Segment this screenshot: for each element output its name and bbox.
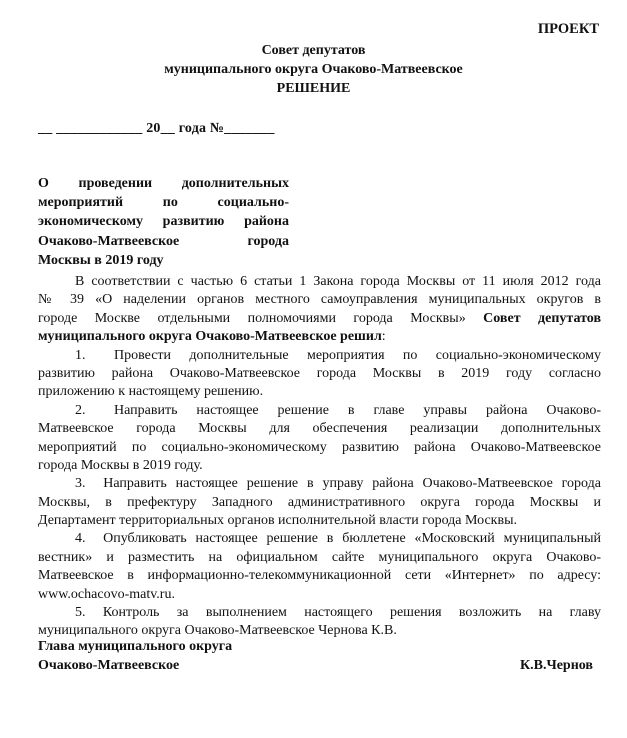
- item-line: Департамент территориальных органов исполнительной власти города Москвы.: [38, 513, 517, 529]
- subject-line: Москвы в 2019 году: [38, 252, 164, 268]
- item-text: Направить настоящее решение в управу района Очаково-Матвеевское города: [103, 476, 601, 492]
- item-5-first-line: [38, 604, 601, 622]
- date-number-line: __ ____________ 20__ года №_______: [38, 121, 275, 136]
- item-line: муниципального округа Очаково-Матвеевское Чернова К.В.: [38, 623, 397, 639]
- preamble-line: В соответствии с частью 6 статьи 1 Закона города Москвы от 11 июля 2012 года: [75, 274, 601, 289]
- signature-title-line-1: Глава муниципального округа: [38, 639, 233, 654]
- item-text: Направить настоящее решение в главе управы района Очаково-: [114, 402, 601, 418]
- item-text: Провести дополнительные мероприятия по социально-экономическому: [114, 347, 601, 363]
- subject-line: экономическому развитию района: [38, 214, 289, 230]
- council-title: Совет депутатов: [261, 43, 366, 58]
- item-line: Матвеевское города Москвы для обеспечения реализации дополнительных: [38, 421, 601, 437]
- preamble-line: № 39 «О наделении органов местного самоуправления муниципальных округов в: [38, 292, 601, 308]
- item-1-first-line: [38, 347, 601, 365]
- item-number: 1.: [75, 347, 86, 363]
- district-title: муниципального округа Очаково-Матвеевское: [164, 62, 463, 77]
- document-type: РЕШЕНИЕ: [276, 81, 351, 96]
- project-label: ПРОЕКТ: [537, 21, 599, 37]
- subject-line: мероприятий по социально-: [38, 195, 289, 211]
- item-line: Москвы, в префектуру Западного административного округа города Москвы и: [38, 494, 601, 510]
- item-number: 3.: [75, 476, 86, 492]
- subject-line: Очаково-Матвеевское города: [38, 233, 289, 249]
- item-line: Матвеевское в информационно-телекоммуникационной сети «Интернет» по адресу:: [38, 568, 601, 584]
- item-number: 2.: [75, 402, 86, 418]
- item-line: развитию района Очаково-Матвеевское города Москвы в 2019 году согласно: [38, 365, 601, 381]
- preamble-colon: :: [381, 329, 386, 345]
- signature-title-line-2: Очаково-Матвеевское: [38, 658, 180, 673]
- website-link[interactable]: www.ochacovo-matv.ru.: [38, 586, 175, 602]
- preamble-bold-line: муниципального округа Очаково-Матвеевское решил: [38, 329, 382, 345]
- item-4-first-line: [38, 530, 601, 548]
- item-line: города Москвы в 2019 году.: [38, 457, 203, 473]
- item-line: приложению к настоящему решению.: [38, 384, 264, 400]
- item-3-first-line: [38, 475, 601, 493]
- item-text: Контроль за выполнением настоящего решения возложить на главу: [102, 605, 601, 621]
- item-number: 5.: [75, 605, 86, 621]
- subject-line: О проведении дополнительных: [38, 176, 289, 191]
- preamble-bold-tail: Совет депутатов: [483, 310, 601, 326]
- preamble-line: [38, 328, 601, 346]
- preamble-line: [38, 310, 601, 328]
- document-body: [38, 273, 601, 641]
- item-number: 4.: [75, 531, 86, 547]
- subject-heading: [38, 174, 289, 270]
- item-text: Опубликовать настоящее решение в бюллетене «Московский муниципальный: [103, 531, 602, 547]
- item-2-first-line: [38, 402, 601, 420]
- preamble-text: городе Москве отдельными полномочиями города Москвы»: [38, 310, 466, 326]
- item-line: вестник» и разместить на официальном сайте муниципального округа Очаково-: [38, 549, 601, 565]
- item-line: мероприятий по социально-экономическому развитию района Очаково-Матвеевское: [38, 439, 601, 455]
- signatory-name: К.В.Чернов: [519, 658, 593, 673]
